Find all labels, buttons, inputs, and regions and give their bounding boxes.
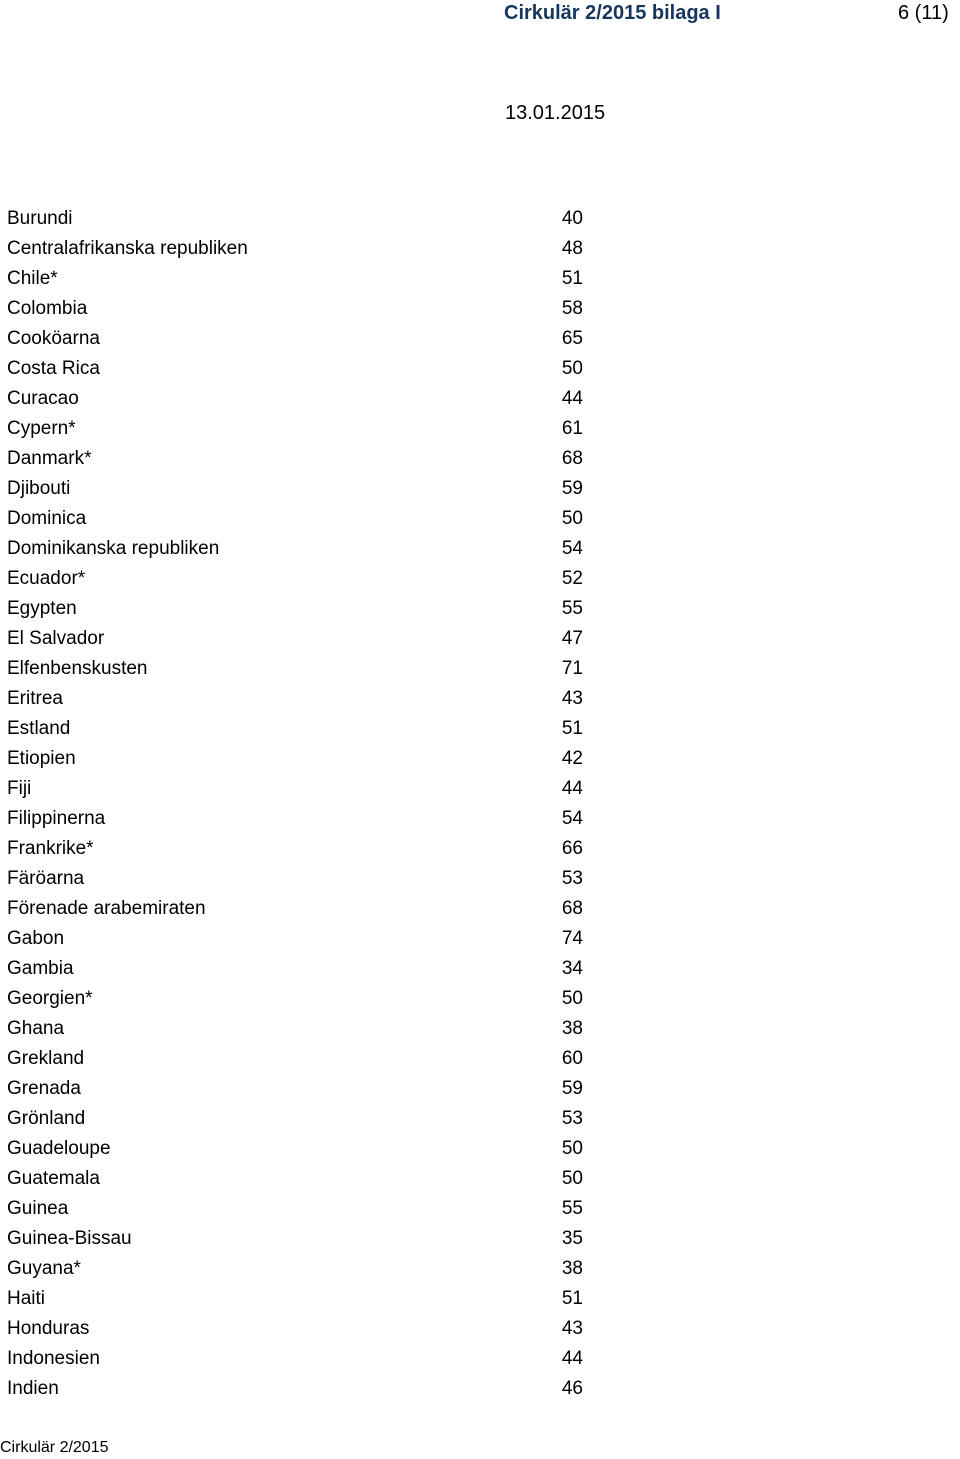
document-title: Cirkulär 2/2015 bilaga I <box>504 2 721 24</box>
country-value: 44 <box>561 778 583 799</box>
country-name: Grenada <box>7 1078 81 1099</box>
table-row <box>7 654 587 684</box>
table-row <box>7 354 587 384</box>
table-row <box>7 954 587 984</box>
page-footer: Cirkulär 2/2015 <box>0 1439 109 1456</box>
country-value: 48 <box>561 238 583 259</box>
country-name: Gabon <box>7 928 65 949</box>
country-name: Ghana <box>7 1018 65 1039</box>
country-name: Cooköarna <box>7 328 100 349</box>
country-name: Ecuador* <box>7 568 86 589</box>
country-value: 54 <box>561 808 583 829</box>
country-name: Indonesien <box>7 1348 100 1369</box>
table-row <box>7 1374 587 1404</box>
country-name: Guatemala <box>7 1168 100 1189</box>
table-row <box>7 894 587 924</box>
table-row <box>7 1314 587 1344</box>
country-value: 55 <box>561 598 583 619</box>
country-value: 54 <box>561 538 583 559</box>
table-row <box>7 264 587 294</box>
table-row <box>7 924 587 954</box>
table-row <box>7 384 587 414</box>
table-row <box>7 324 587 354</box>
country-name: Eritrea <box>7 688 63 709</box>
country-value: 40 <box>561 208 583 229</box>
country-value: 50 <box>561 1168 583 1189</box>
table-row <box>7 1164 587 1194</box>
country-name: Gambia <box>7 958 74 979</box>
country-name: Filippinerna <box>7 808 106 829</box>
country-value: 52 <box>561 568 583 589</box>
table-row <box>7 1194 587 1224</box>
country-value: 43 <box>561 1318 583 1339</box>
country-value: 55 <box>561 1198 583 1219</box>
document-date: 13.01.2015 <box>505 102 606 124</box>
table-row <box>7 774 587 804</box>
table-row <box>7 594 587 624</box>
country-name: Indien <box>7 1378 59 1399</box>
country-name: Dominikanska republiken <box>7 538 220 559</box>
country-name: Cypern* <box>7 418 76 439</box>
country-name: Egypten <box>7 598 77 619</box>
table-row <box>7 1134 587 1164</box>
table-row <box>7 744 587 774</box>
country-name: Chile* <box>7 268 58 289</box>
country-name: Fiji <box>7 778 32 799</box>
country-value: 38 <box>561 1018 583 1039</box>
table-row <box>7 834 587 864</box>
country-value: 50 <box>561 1138 583 1159</box>
country-value: 47 <box>561 628 583 649</box>
country-name: Colombia <box>7 298 88 319</box>
country-value: 53 <box>561 1108 583 1129</box>
country-value: 59 <box>561 1078 583 1099</box>
table-row <box>7 624 587 654</box>
country-name: Centralafrikanska republiken <box>7 238 248 259</box>
country-value: 44 <box>561 1348 583 1369</box>
country-value: 51 <box>561 718 583 739</box>
country-value: 68 <box>561 448 583 469</box>
table-row <box>7 414 587 444</box>
country-name: Guinea <box>7 1198 69 1219</box>
table-row <box>7 504 587 534</box>
table-row <box>7 474 587 504</box>
country-name: Elfenbenskusten <box>7 658 148 679</box>
table-row <box>7 294 587 324</box>
country-value: 42 <box>561 748 583 769</box>
country-name: Djibouti <box>7 478 71 499</box>
table-row <box>7 684 587 714</box>
country-name: Estland <box>7 718 71 739</box>
country-value: 35 <box>561 1228 583 1249</box>
country-name: Färöarna <box>7 868 85 889</box>
country-value: 50 <box>561 508 583 529</box>
country-value: 46 <box>561 1378 583 1399</box>
country-name: Grekland <box>7 1048 85 1069</box>
country-name: Etiopien <box>7 748 76 769</box>
country-value: 65 <box>561 328 583 349</box>
table-row <box>7 1254 587 1284</box>
table-row <box>7 1224 587 1254</box>
country-value: 51 <box>561 1288 583 1309</box>
table-row <box>7 204 587 234</box>
country-name: Guinea-Bissau <box>7 1228 132 1249</box>
country-name: Frankrike* <box>7 838 94 859</box>
country-value: 50 <box>561 358 583 379</box>
country-value: 68 <box>561 898 583 919</box>
table-row <box>7 1074 587 1104</box>
table-row <box>7 1014 587 1044</box>
country-value: 74 <box>561 928 583 949</box>
country-name: Förenade arabemiraten <box>7 898 206 919</box>
country-value: 34 <box>561 958 583 979</box>
country-value: 71 <box>561 658 583 679</box>
country-value: 61 <box>561 418 583 439</box>
country-name: Georgien* <box>7 988 93 1009</box>
country-value: 43 <box>561 688 583 709</box>
table-row <box>7 1044 587 1074</box>
table-row <box>7 534 587 564</box>
country-name: Haiti <box>7 1288 46 1309</box>
table-row <box>7 1284 587 1314</box>
country-name: Guadeloupe <box>7 1138 111 1159</box>
country-value: 51 <box>561 268 583 289</box>
country-name: Costa Rica <box>7 358 100 379</box>
table-row <box>7 234 587 264</box>
page-number: 6 (11) <box>898 2 949 24</box>
table-row <box>7 1344 587 1374</box>
country-name: Burundi <box>7 208 73 229</box>
table-row <box>7 864 587 894</box>
country-value: 60 <box>561 1048 583 1069</box>
table-row <box>7 1104 587 1134</box>
table-row <box>7 444 587 474</box>
country-name: El Salvador <box>7 628 105 649</box>
country-value: 50 <box>561 988 583 1009</box>
country-name: Grönland <box>7 1108 86 1129</box>
table-row <box>7 984 587 1014</box>
country-value: 59 <box>561 478 583 499</box>
country-value: 38 <box>561 1258 583 1279</box>
table-row <box>7 564 587 594</box>
country-name: Curacao <box>7 388 79 409</box>
country-value: 53 <box>561 868 583 889</box>
country-value: 44 <box>561 388 583 409</box>
country-name: Guyana* <box>7 1258 81 1279</box>
country-value: 58 <box>561 298 583 319</box>
table-row <box>7 714 587 744</box>
country-value-table <box>7 204 587 1404</box>
country-value: 66 <box>561 838 583 859</box>
country-name: Honduras <box>7 1318 90 1339</box>
country-name: Danmark* <box>7 448 92 469</box>
table-row <box>7 804 587 834</box>
country-name: Dominica <box>7 508 87 529</box>
